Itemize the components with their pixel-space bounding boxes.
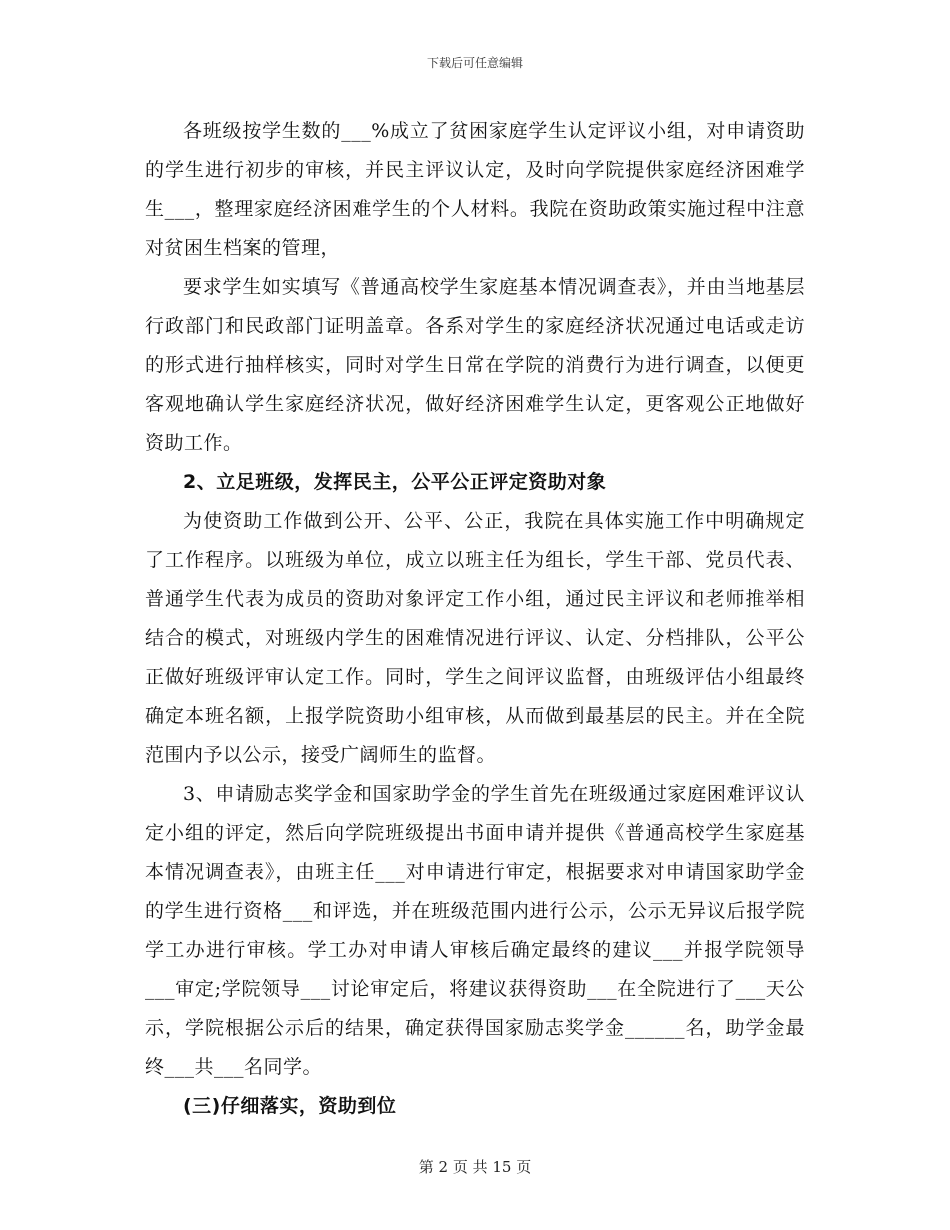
paragraph-2: 要求学生如实填写《普通高校学生家庭基本情况调查表》，并由当地基层行政部门和民政部门证明盖章。各系对学生的家庭经济状况通过电话或走访的形式进行抽样核实，同时对学生日常在学院的消费行为进行调查，以便更客观地确认学生家庭经济状况，做好经济困难学生认定，更客观公正地做好资助工作。 — [145, 276, 805, 454]
document-body — [145, 112, 805, 1126]
page-number: 第 2 页 共 15 页 — [418, 1158, 532, 1176]
paragraph-3: 为使资助工作做到公开、公平、公正，我院在具体实施工作中明确规定了工作程序。以班级为单位，成立以班主任为组长，学生干部、党员代表、普通学生代表为成员的资助对象评定工作小组，通过民主评议和老师推举相结合的模式，对班级内学生的困难情况进行评议、认定、分档排队，公平公正做好班级评审认定工作。同时，学生之间评议监督，由班级评估小组最终确定本班名额，上报学院资助小组审核，从而做到最基层的民主。并在全院范围内予以公示，接受广阔师生的监督。 — [145, 510, 805, 766]
paragraph-4: 3、申请励志奖学金和国家助学金的学生首先在班级通过家庭困难评议认定小组的评定，然后向学院班级提出书面申请并提供《普通高校学生家庭基本情况调查表》，由班主任___对申请进行审定，根据要求对申请国家助学金的学生进行资格___和评选，并在班级范围内进行公示，公示无异议后报学院学工办进行审核。学工办对申请人审核后确定最终的建议___并报学院领导___审定;学院领导___讨论审定后，将建议获得资助___在全院进行了___天公示，学院根据公示后的结果，确定获得国家励志奖学金______名，助学金最终___共___名同学。 — [145, 783, 805, 1078]
section-heading-3: (三)仔细落实，资助到位 — [183, 1095, 397, 1117]
section-heading-2: 2、立足班级，发挥民主，公平公正评定资助对象 — [183, 471, 607, 493]
page-header: 下载后可任意编辑 — [426, 56, 523, 70]
paragraph-1: 各班级按学生数的___%成立了贫困家庭学生认定评议小组，对申请资助的学生进行初步的审核，并民主评议认定，及时向学院提供家庭经济困难学生___，整理家庭经济困难学生的个人材料。我院在资助政策实施过程中注意对贫困生档案的管理， — [145, 120, 805, 259]
